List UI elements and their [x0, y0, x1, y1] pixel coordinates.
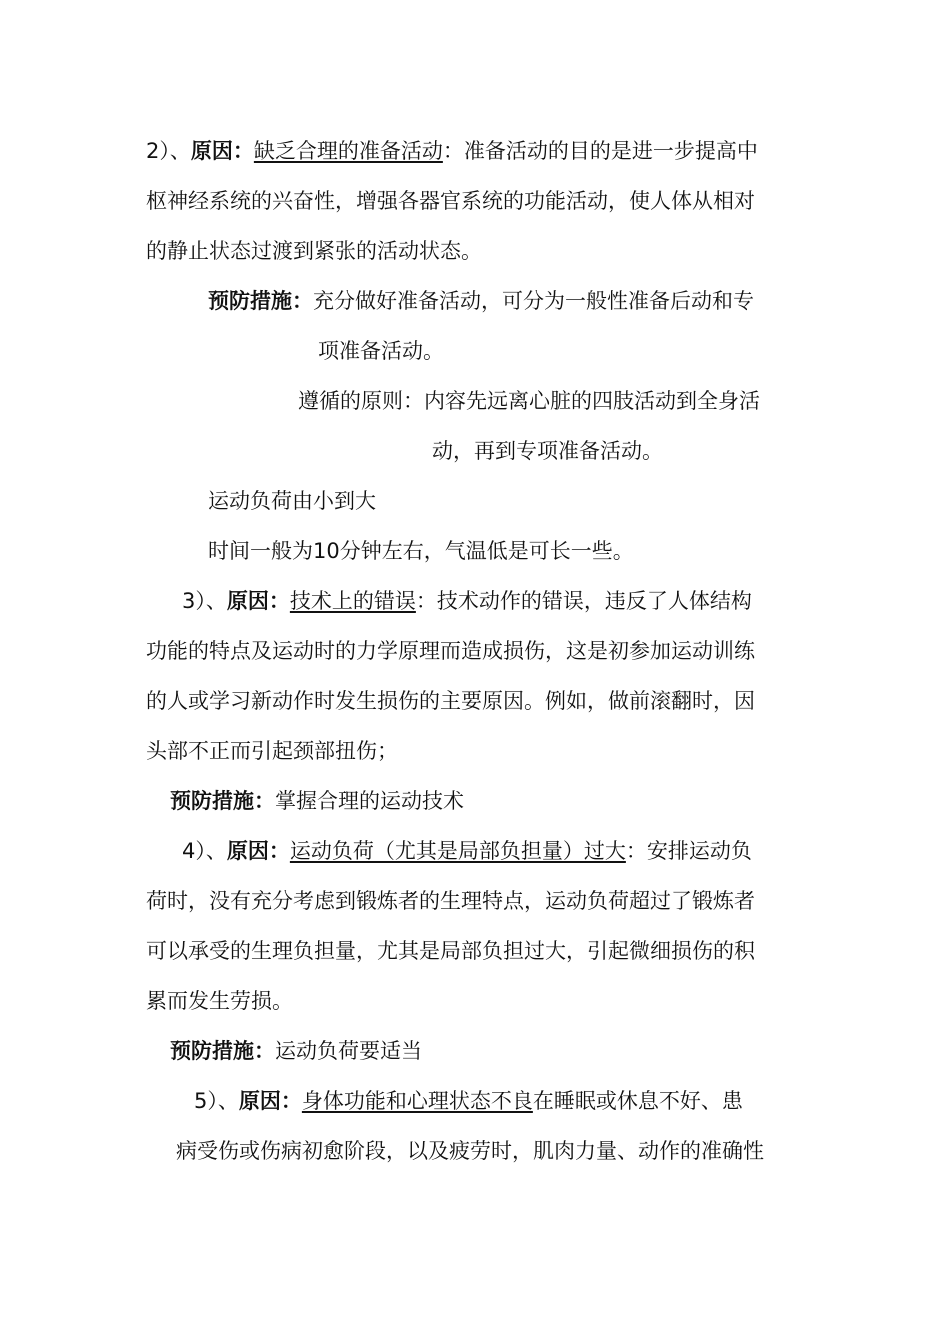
s4-cause-label: 原因：: [226, 839, 290, 863]
s3-number: 3）、: [182, 589, 227, 613]
s5-number: 5）、: [194, 1089, 239, 1113]
s3-cause-title: 技术上的错误: [289, 589, 416, 613]
s3-prevent-label: 预防措施：: [170, 789, 275, 813]
s5-cause-label: 原因：: [238, 1089, 302, 1113]
s4-desc-4: 累而发生劳损。: [146, 989, 293, 1013]
s3-cause-line: [182, 586, 752, 616]
s3-desc-1: ：技术动作的错误，违反了人体结构: [415, 589, 752, 613]
s2-principle-label: 遵循的原则：: [298, 389, 424, 413]
s3-cause-label: 原因：: [226, 589, 290, 613]
s4-cause-title: 运动负荷（尤其是局部负担量）过大: [289, 839, 626, 863]
s4-desc-1: ：安排运动负: [625, 839, 752, 863]
s5-desc-1: 在睡眠或休息不好、患: [532, 1089, 743, 1113]
s4-prevent-label: 预防措施：: [170, 1039, 275, 1063]
s2-principle-line: [298, 386, 760, 416]
s3-prevent-text: 掌握合理的运动技术: [275, 789, 464, 813]
s4-prevent-line: [170, 1036, 422, 1066]
s2-desc-1: ：准备活动的目的是进一步提高中: [442, 139, 758, 163]
s2-prevent-label: 预防措施：: [208, 289, 313, 313]
s3-desc-3: 的人或学习新动作时发生损伤的主要原因。例如，做前滚翻时，因: [146, 689, 755, 713]
s2-number: 2）、: [146, 139, 191, 163]
s4-prevent-text: 运动负荷要适当: [275, 1039, 422, 1063]
s2-cause-title: 缺乏合理的准备活动: [253, 139, 443, 163]
s5-cause-title: 身体功能和心理状态不良: [301, 1089, 533, 1113]
s3-desc-2: 功能的特点及运动时的力学原理而造成损伤，这是初参加运动训练: [146, 639, 755, 663]
s4-cause-line: [182, 836, 752, 866]
s2-note-2: 时间一般为10分钟左右，气温低是可长一些。: [208, 539, 634, 563]
s4-desc-3: 可以承受的生理负担量，尤其是局部负担过大，引起微细损伤的积: [146, 939, 755, 963]
s2-prevent-2: 项准备活动。: [318, 339, 444, 363]
s2-desc-2: 枢神经系统的兴奋性，增强各器官系统的功能活动，使人体从相对: [146, 189, 755, 213]
s2-prevent-line: [208, 286, 754, 316]
s2-cause-line: [146, 136, 758, 166]
s2-principle-1: 内容先远离心脏的四肢活动到全身活: [424, 389, 760, 413]
s4-desc-2: 荷时，没有充分考虑到锻炼者的生理特点，运动负荷超过了锻炼者: [146, 889, 755, 913]
s5-desc-2: 病受伤或伤病初愈阶段，以及疲劳时，肌肉力量、动作的准确性: [176, 1139, 764, 1163]
s2-principle-2: 动，再到专项准备活动。: [432, 439, 663, 463]
s2-desc-3: 的静止状态过渡到紧张的活动状态。: [146, 239, 482, 263]
s5-cause-line: [194, 1086, 743, 1116]
s2-prevent-1: 充分做好准备活动，可分为一般性准备后动和专: [313, 289, 754, 313]
s2-note-1: 运动负荷由小到大: [208, 489, 376, 513]
s3-desc-4: 头部不正而引起颈部扭伤；: [146, 739, 398, 763]
s3-prevent-line: [170, 786, 464, 816]
s4-number: 4）、: [182, 839, 227, 863]
s2-cause-label: 原因：: [190, 139, 254, 163]
